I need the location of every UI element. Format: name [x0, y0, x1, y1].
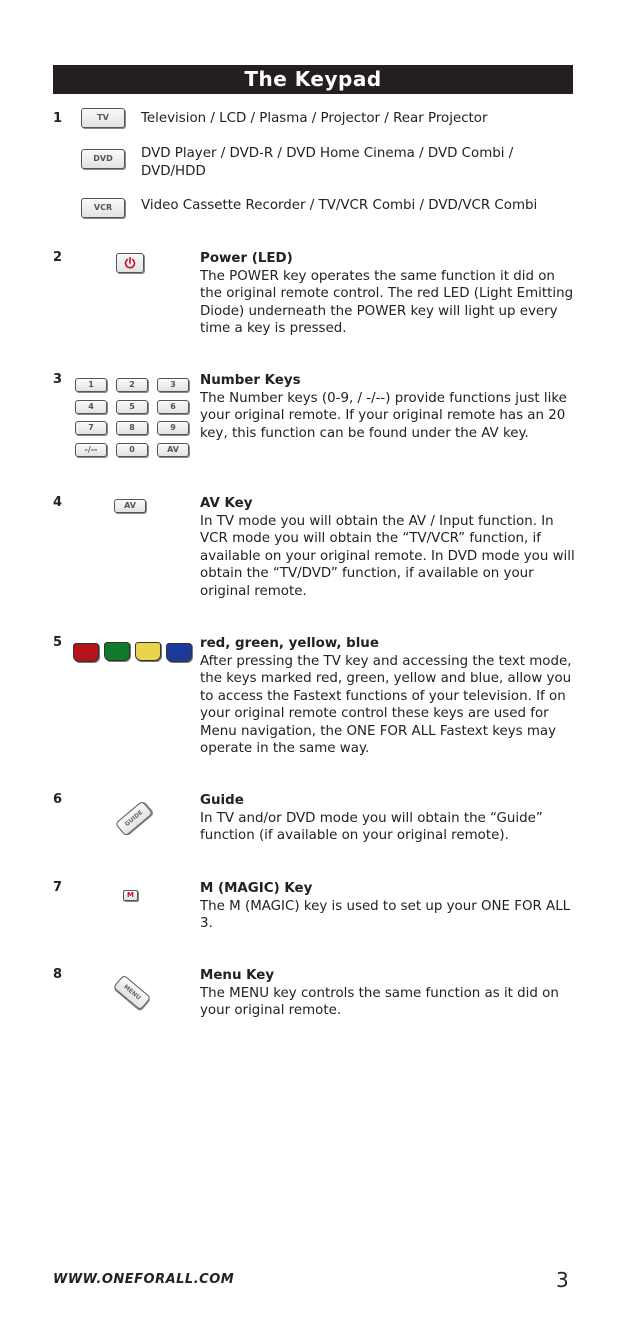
number-keys-title: Number Keys: [200, 373, 301, 388]
dvd-device-description: DVD Player / DVD-R / DVD Home Cinema / DVD Combi / DVD/HDD: [141, 146, 514, 179]
tv-device-description: Television / LCD / Plasma / Projector / Rear Projector: [141, 111, 488, 126]
power-body: The POWER key operates the same function it did on the original remote control. The red LED (Light Emitting Diode) underneath the POWER key will light up every time a key is pressed.: [200, 268, 574, 336]
vcr-device-description: Video Cassette Recorder / TV/VCR Combi / DVD/VCR Combi: [141, 198, 538, 213]
power-icon: [117, 254, 143, 272]
vcr-key-icon: VCR: [81, 198, 125, 218]
number-keys-description: [200, 372, 575, 442]
guide-body: In TV and/or DVD mode you will obtain the “Guide” function (if available on your original remote).: [200, 810, 543, 843]
number-keys-body: The Number keys (0-9, / -/--) provide functions just like your original remote. If your original remote has an 20 key, this function can be found under the AV key.: [200, 390, 567, 441]
magic-key-description: [200, 880, 575, 933]
tv-key-icon: TV: [81, 108, 125, 128]
number-key: 8: [116, 421, 148, 435]
color-keys-description: [200, 635, 575, 758]
section-number-6: 6: [53, 792, 63, 807]
av-key-body: In TV mode you will obtain the AV / Input function. In VCR mode you will obtain the “TV/VCR” function, if available on your original remote. In DVD mode you will obtain the “TV/DVD” function, if available on your original remote.: [200, 513, 575, 599]
guide-title: Guide: [200, 793, 244, 808]
magic-key-title: M (MAGIC) Key: [200, 881, 313, 896]
footer-url: WWW.ONEFORALL.COM: [53, 1272, 235, 1287]
number-key: 5: [116, 400, 148, 414]
number-key: -/--: [75, 443, 107, 457]
section-number-3: 3: [53, 372, 63, 387]
guide-key-icon: GUIDE: [115, 800, 154, 836]
number-key: 2: [116, 378, 148, 392]
section-number-8: 8: [53, 967, 63, 982]
number-key: 1: [75, 378, 107, 392]
section-number-5: 5: [53, 635, 63, 650]
yellow-key: [135, 642, 161, 661]
menu-key-title: Menu Key: [200, 968, 275, 983]
number-key: 4: [75, 400, 107, 414]
green-key: [104, 642, 130, 661]
menu-key-body: The MENU key controls the same function as it did on your original remote.: [200, 985, 559, 1018]
guide-description: [200, 792, 575, 845]
number-key: 9: [157, 421, 189, 435]
blue-key: [166, 643, 192, 662]
menu-key-icon: MENU: [113, 974, 152, 1010]
page-number: 3: [556, 1268, 569, 1292]
section-number-7: 7: [53, 880, 63, 895]
magic-key-icon: M: [123, 890, 138, 901]
power-title: Power (LED): [200, 251, 293, 266]
number-key: AV: [157, 443, 189, 457]
dvd-key-icon: DVD: [81, 149, 125, 169]
red-key: [73, 643, 99, 662]
section-number-1: 1: [53, 111, 63, 126]
av-key-icon: AV: [114, 499, 146, 513]
power-key: [116, 253, 144, 273]
section-number-2: 2: [53, 250, 63, 265]
av-key-description: [200, 495, 575, 600]
number-key: 3: [157, 378, 189, 392]
color-keys-body: After pressing the TV key and accessing the text mode, the keys marked red, green, yellow and blue, allow you to access the Fastext functions of your television. If on your original remote control these keys are used for Menu navigation, the ONE FOR ALL Fastext keys may operate in the same way.: [200, 653, 572, 756]
number-key: 7: [75, 421, 107, 435]
color-keys-title: red, green, yellow, blue: [200, 636, 379, 651]
av-key-title: AV Key: [200, 496, 253, 511]
section-number-4: 4: [53, 495, 63, 510]
number-key: 6: [157, 400, 189, 414]
magic-key-body: The M (MAGIC) key is used to set up your ONE FOR ALL 3.: [200, 898, 571, 931]
menu-key-description: [200, 967, 575, 1020]
page-title: The Keypad: [53, 65, 573, 94]
number-key: 0: [116, 443, 148, 457]
power-description: [200, 250, 575, 338]
